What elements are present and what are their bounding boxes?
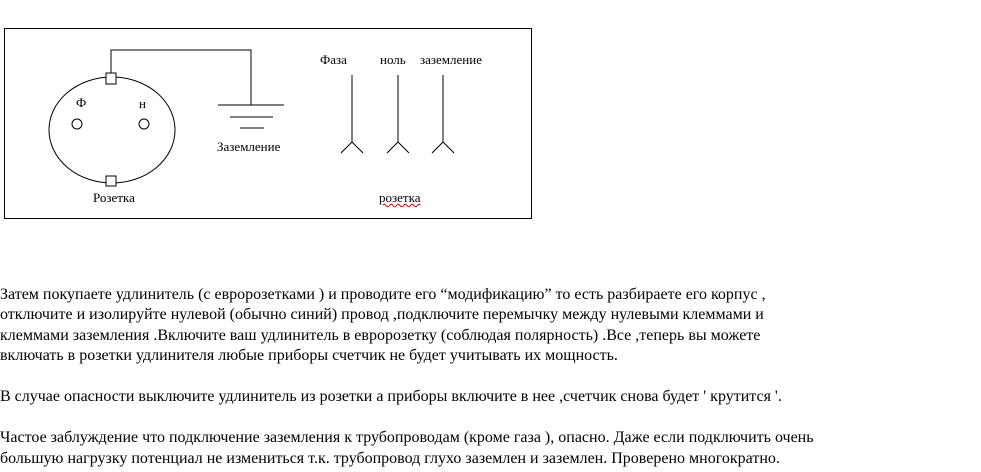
wires-caption: розетка (379, 190, 421, 205)
socket-caption: Розетка (93, 190, 135, 205)
paragraph-1-line-3: клеммами заземления .Включите ваш удлинитель в евророзетку (соблюдая полярность) .Все ,теперь вы можете (0, 327, 761, 344)
socket-phase-label: Ф (76, 95, 87, 110)
paragraph-3-line-2: большую нагрузку потенциал не измениться т.к. трубопровод глухо заземлен и заземлен. Проверено многократно. (0, 450, 780, 467)
ground-wire (111, 50, 251, 105)
socket-phase-pin (72, 119, 82, 129)
wire-ground-fork (432, 142, 454, 153)
ground-caption: Заземление (217, 139, 281, 154)
socket-outline (49, 77, 175, 183)
wire-neutral-label: ноль (380, 52, 406, 67)
paragraph-2: В случае опасности выключите удлинитель из розетки а приборы включите в нее ,счетчик снова будет ' крутится '. (0, 388, 782, 405)
paragraph-1-line-4: включать в розетки удлинителя любые приборы счетчик не будет учитывать их мощность. (0, 347, 618, 364)
paragraph-3-line-1: Частое заблуждение что подключение заземления к трубопроводам (кроме газа ), опасно. Даже если подключить очень (0, 429, 814, 446)
wire-phase-label: Фаза (320, 52, 347, 67)
wire-neutral-fork (387, 142, 409, 153)
socket-bottom-ground-contact (106, 176, 116, 186)
socket-neutral-pin (139, 119, 149, 129)
wire-ground-label: заземление (420, 52, 482, 67)
wire-phase-fork (341, 142, 363, 153)
socket-top-ground-contact (106, 73, 116, 84)
paragraph-1-line-2: отключите и изолируйте нулевой (обычно синий) провод ,подключите перемычку между нулевыми клеммами и (0, 306, 764, 323)
socket-neutral-label: н (139, 96, 146, 111)
paragraph-1-line-1: Затем покупаете удлинитель (с евророзетками ) и проводите его “модификацию” то есть разбираете его корпус , (0, 286, 766, 303)
